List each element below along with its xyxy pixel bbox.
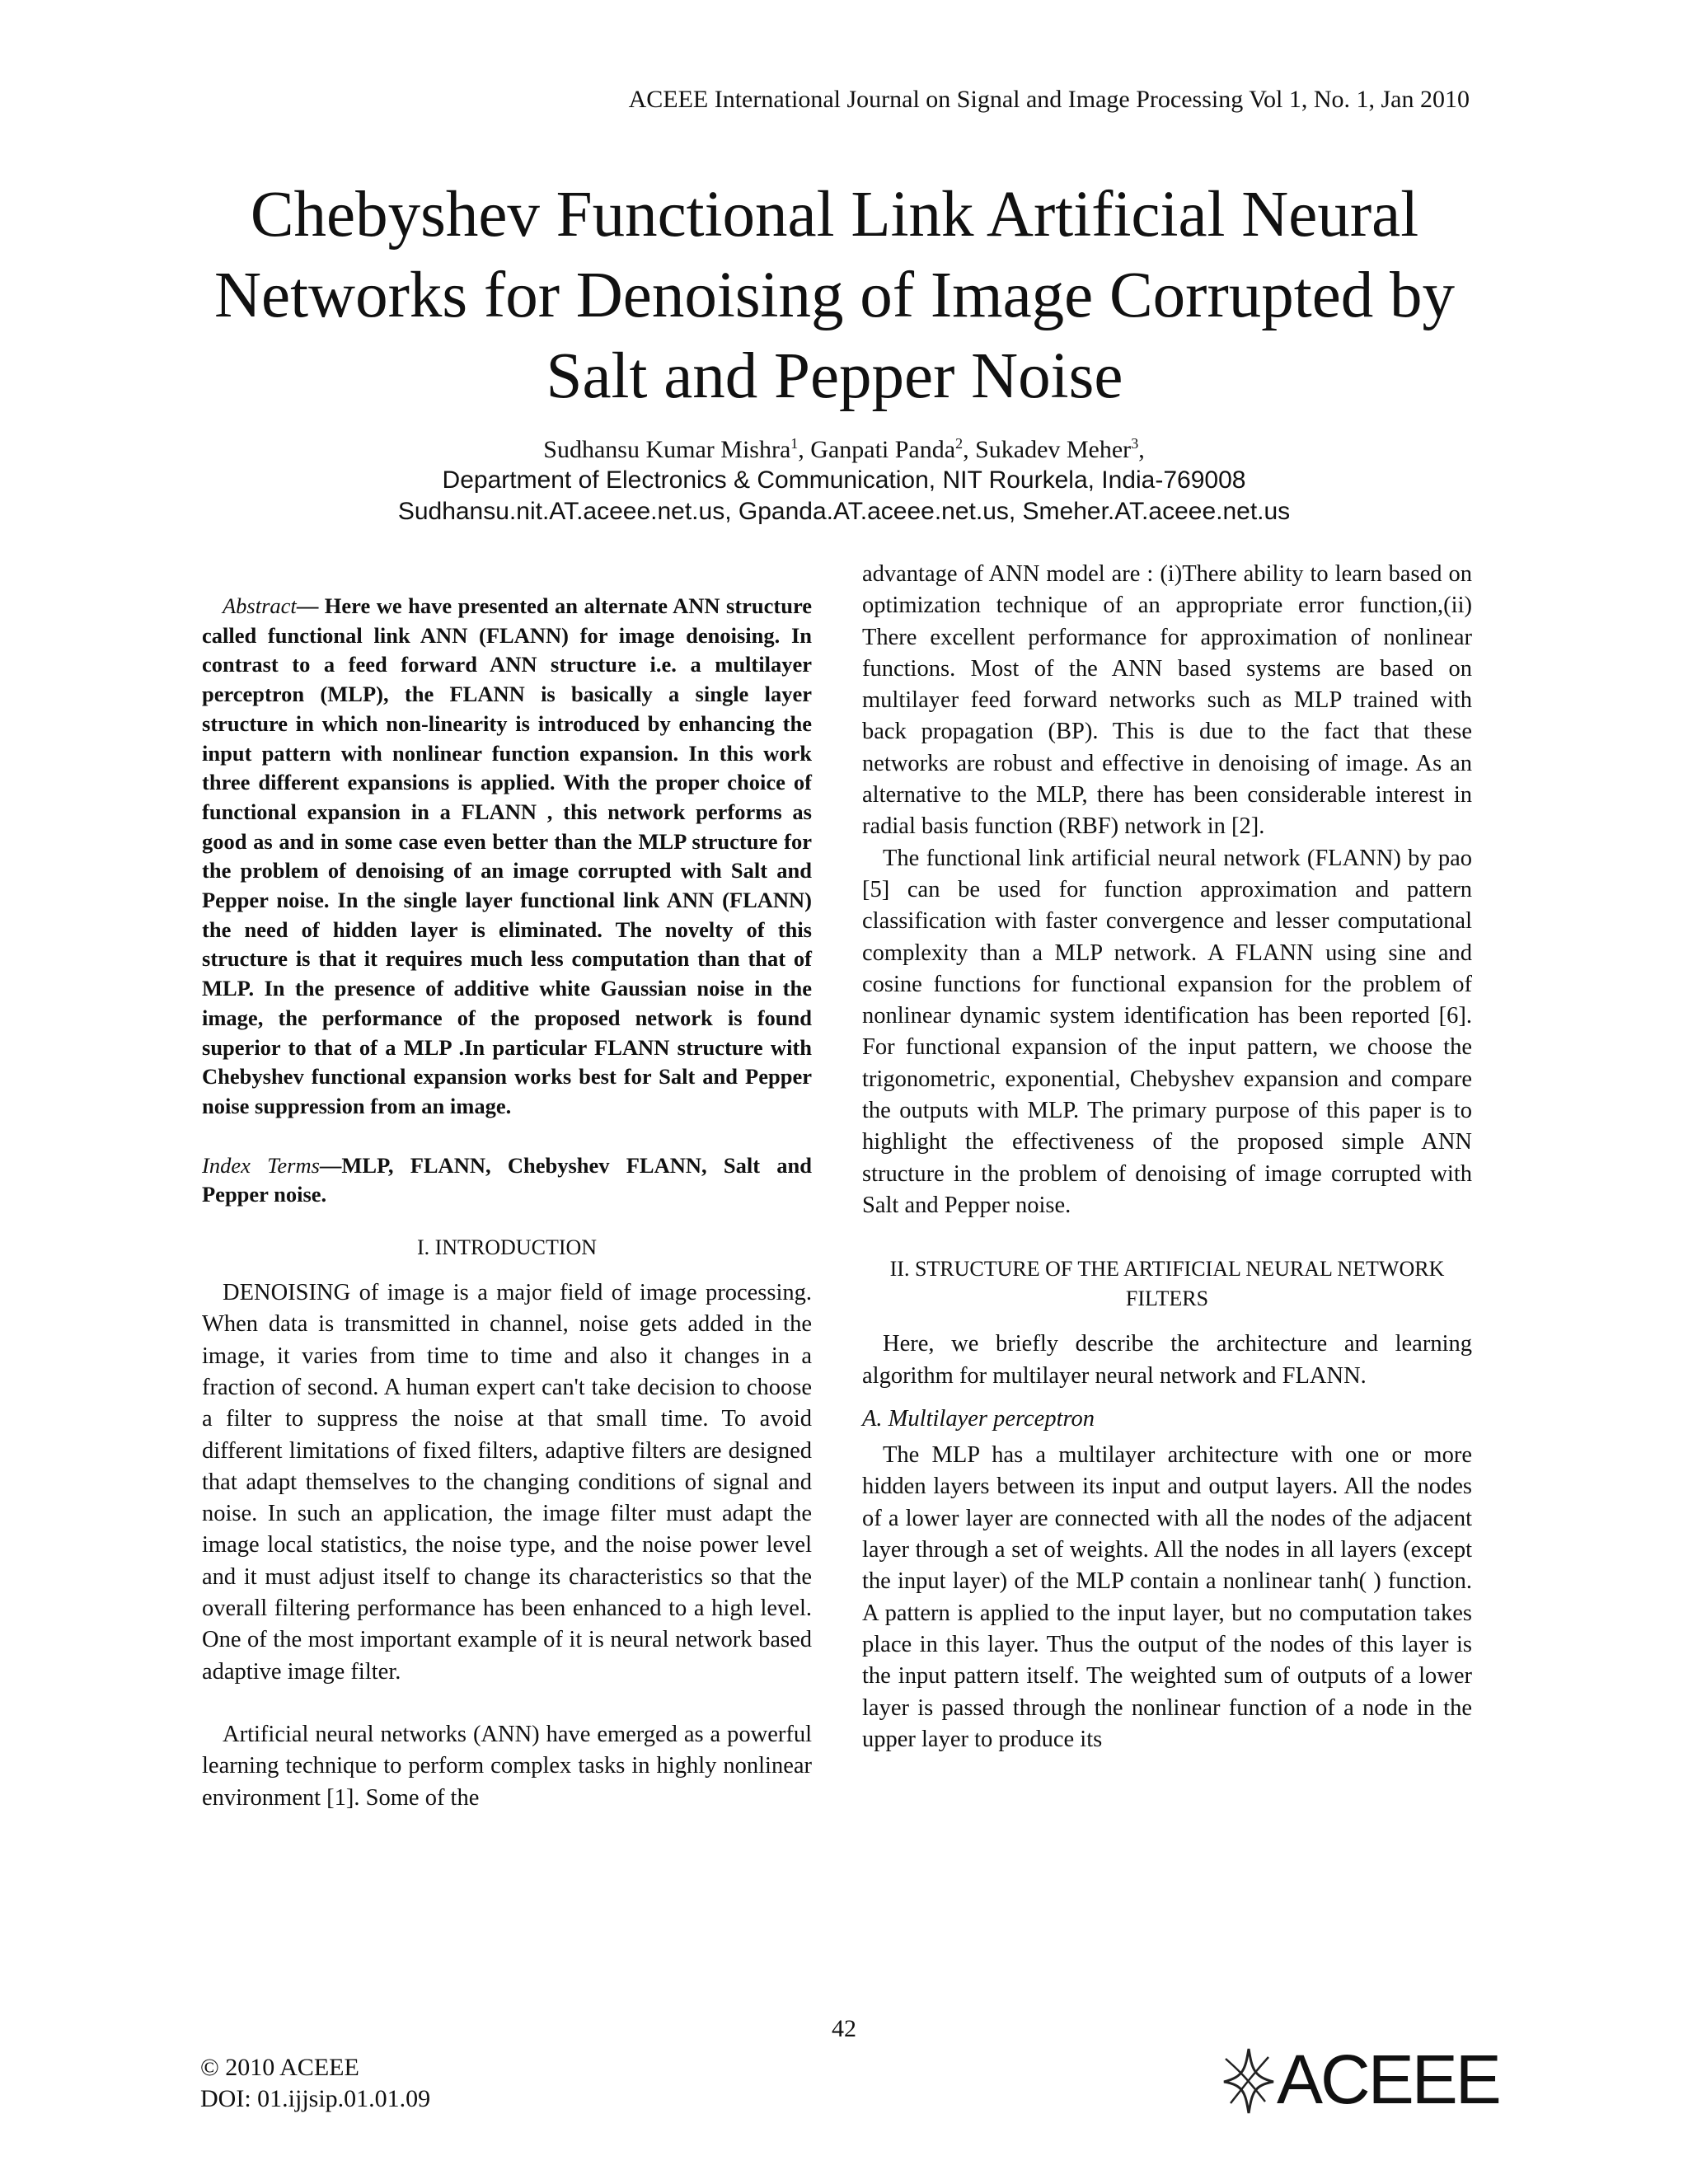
author-list: Sudhansu Kumar Mishra$^1$, Ganpati Panda$^2$, Sukadev Meher$^3$, xyxy=(543,435,1145,463)
author-affiliation-mark: 3 xyxy=(1131,435,1139,452)
aceee-logo xyxy=(1216,2041,1499,2118)
author-name: Ganpati Panda xyxy=(810,436,956,463)
affiliation: Department of Electronics & Communication, NIT Rourkela, India-769008 xyxy=(442,466,1246,494)
left-column xyxy=(202,592,812,1814)
section-heading-text: TRUCTURE OF THE ARTIFICIAL NEURAL NETWORK FILTERS xyxy=(926,1257,1445,1311)
author-name: Sudhansu Kumar Mishra xyxy=(543,436,791,463)
author-name: Sukadev Meher xyxy=(975,436,1132,463)
author-affiliation-mark: 1 xyxy=(790,435,799,452)
aceee-star-icon xyxy=(1216,2044,1282,2118)
abstract-label: Abstract xyxy=(223,593,297,618)
author-emails: Sudhansu.nit.AT.aceee.net.us, Gpanda.AT.aceee.net.us, Smeher.AT.aceee.net.us xyxy=(397,498,1291,525)
footer xyxy=(200,2052,430,2115)
section-heading-structure xyxy=(862,1254,1472,1314)
right-column xyxy=(862,559,1472,1755)
author-affiliation-mark: 2 xyxy=(955,435,964,452)
index-terms xyxy=(202,1151,812,1210)
paragraph: DENOISING of image is a major field of image processing. When data is transmitted in channel, noise gets added in the image, it varies from time to time and also it changes in a fraction of second. A human expert can't take decision to choose a filter to suppress the noise at that small time. To avoid different limitations of fixed filters, adaptive filters are designed that adapt themselves to the changing conditions of signal and noise. In such an application, the image filter must adapt the image local statistics, the noise type, and the noise power level and it must adjust itself to change its characteristics so that the overall filtering performance has been enhanced to a high level. One of the most important example of it is neural network based adaptive image filter. xyxy=(202,1280,812,1685)
paragraph: advantage of ANN model are : (i)There ability to learn based on optimization technique of an appropriate error function,(ii) There excellent performance for approximation of nonlinear functions. Most of the ANN based systems are based on multilayer feed forward networks such as MLP trained with back propagation (BP). This is due to the fact that these networks are robust and effective in denoising of image. As an alternative to the MLP, there has been considerable interest in radial basis function (RBF) network in [2]. xyxy=(862,561,1472,840)
index-terms-text: —MLP, FLANN, Chebyshev FLANN, Salt and Pepper noise. xyxy=(202,1152,812,1207)
running-header: ACEEE International Journal on Signal and Image Processing Vol 1, No. 1, Jan 2010 xyxy=(628,86,1470,113)
paper-title: Chebyshev Functional Link Artificial Neural Networks for Denoising of Image Corrupted by Salt and Pepper Noise xyxy=(213,179,1456,412)
section-numeral: I. I xyxy=(416,1235,443,1260)
section-numeral: II. S xyxy=(889,1257,927,1282)
subsection-heading: A. Multilayer perceptron xyxy=(862,1405,1095,1432)
page-number: 42 xyxy=(832,2015,856,2042)
logo-text: ACEEE xyxy=(1277,2041,1499,2118)
paragraph: The MLP has a multilayer architecture with one or more hidden layers between its input and output layers. All the nodes of a lower layer are connected with all the nodes of the adjacent layer through a set of weights. All the nodes in all layers (except the input layer) of the MLP contain a nonlinear tanh( ) function. A pattern is applied to the input layer, but no computation takes place in this layer. Thus the output of the nodes of this layer is the input pattern itself. The weighted sum of outputs of a lower layer is passed through the nonlinear function of a node in the upper layer to produce its xyxy=(862,1442,1472,1752)
index-terms-label: Index Terms xyxy=(202,1152,320,1178)
copyright: © 2010 ACEEE xyxy=(200,2054,359,2081)
abstract-text: — Here we have presented an alternate ANN structure called functional link ANN (FLANN) for image denoising. In contrast to a feed forward ANN structure i.e. a multilayer perceptron (MLP), the FLANN is basically a single layer structure in which non-linearity is introduced by enhancing the input pattern with nonlinear function expansion. In this work three different expansions is applied. With the proper choice of functional expansion in a FLANN , this network performs as good as and in some case even better than the MLP structure for the problem of denoising of an image corrupted with Salt and Pepper noise. In the single layer functional link ANN (FLANN) the need of hidden layer is eliminated. The novelty of this structure is that it requires much less computation than that of MLP. In the presence of additive white Gaussian noise in the image, the performance of the proposed network is found superior to that of a MLP .In particular FLANN structure with Chebyshev functional expansion works best for Salt and Pepper noise suppression from an image. xyxy=(202,593,812,1118)
paragraph: Artificial neural networks (ANN) have emerged as a powerful learning technique to perform complex tasks in highly nonlinear environment [1]. Some of the xyxy=(202,1721,812,1811)
abstract xyxy=(202,592,812,1122)
section-heading-text: NTRODUCTION xyxy=(442,1235,598,1260)
doi: DOI: 01.ijjsip.01.01.09 xyxy=(200,2085,431,2112)
section-heading-introduction xyxy=(202,1233,812,1263)
paragraph: The functional link artificial neural network (FLANN) by pao [5] can be used for function approximation and pattern classification with faster convergence and lesser computational complexity than a MLP network. A FLANN using sine and cosine functions for functional expansion for the problem of nonlinear dynamic system identification has been reported [6]. For functional expansion of the input pattern, we choose the trigonometric, exponential, Chebyshev expansion and compare the outputs with MLP. The primary purpose of this paper is to highlight the effectiveness of the proposed simple ANN structure in the problem of denoising of image corrupted with Salt and Pepper noise. xyxy=(862,845,1472,1218)
paragraph: Here, we briefly describe the architecture and learning algorithm for multilayer neural network and FLANN. xyxy=(862,1331,1472,1389)
